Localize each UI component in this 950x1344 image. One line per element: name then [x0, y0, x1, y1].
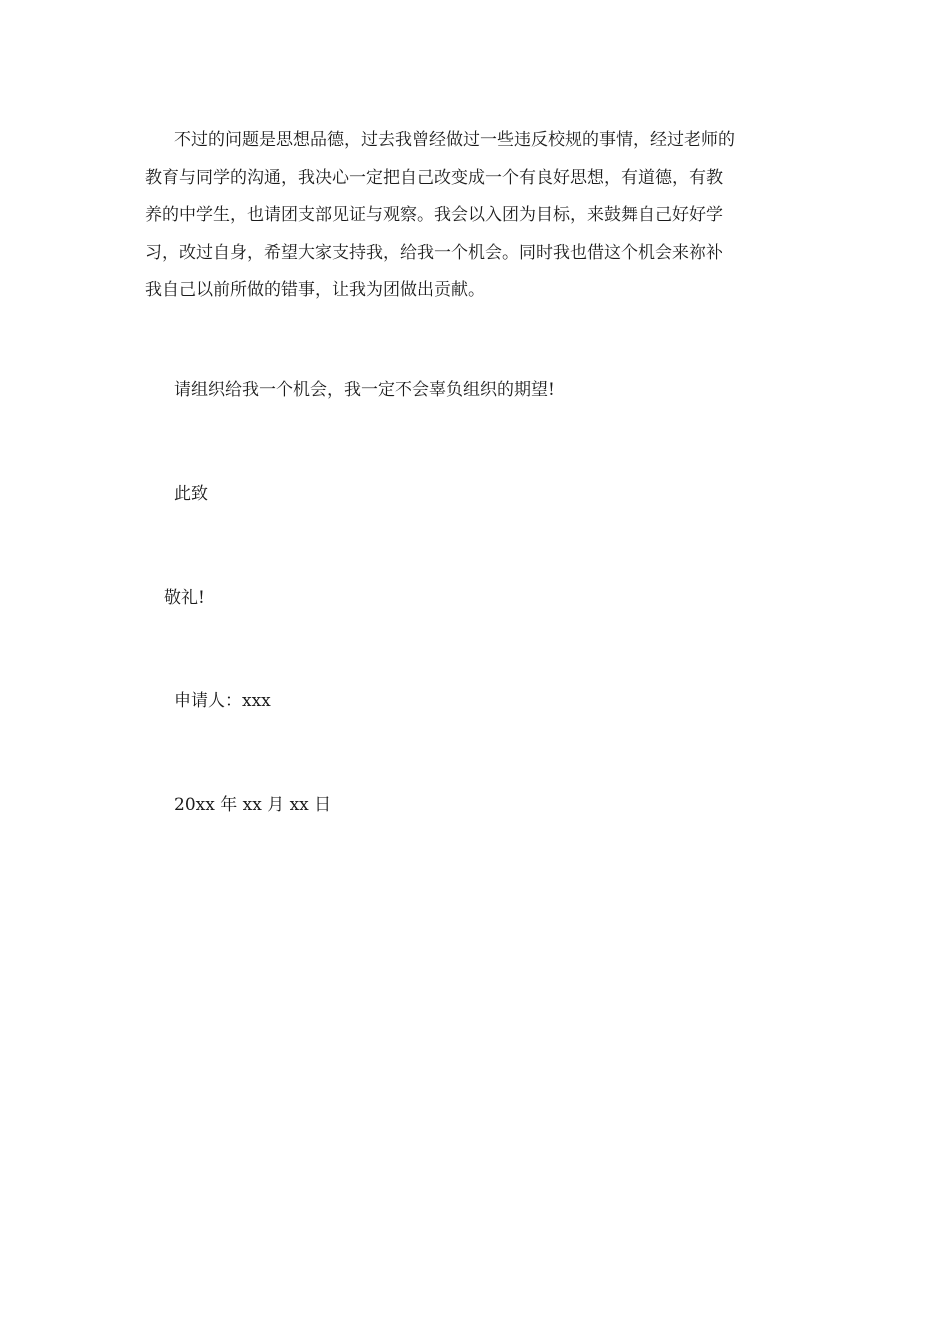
- paragraph-line: 习，改过自身，希望大家支持我，给我一个机会。同时我也借这个机会来祢补: [145, 242, 723, 263]
- paragraph-line: 养的中学生，也请团支部见证与观察。我会以入团为目标，来鼓舞自己好好学: [145, 205, 723, 225]
- request-sentence: 请组织给我一个机会，我一定不会辜负组织的期望!: [174, 380, 555, 400]
- signature-date: 20xx 年 xx 月 xx 日: [174, 795, 332, 815]
- paragraph-line: 我自己以前所做的错事，让我为团做出贡献。: [145, 280, 485, 300]
- applicant-signature: 申请人：xxx: [174, 691, 271, 711]
- closing-regards: 敬礼!: [164, 588, 205, 608]
- body-paragraph: [145, 122, 825, 310]
- closing-salutation: 此致: [174, 484, 208, 504]
- paragraph-line: 教育与同学的沟通，我决心一定把自己改变成一个有良好思想，有道德，有教: [145, 167, 723, 188]
- paragraph-line: 不过的问题是思想品德，过去我曾经做过一些违反校规的事情，经过老师的: [174, 130, 735, 150]
